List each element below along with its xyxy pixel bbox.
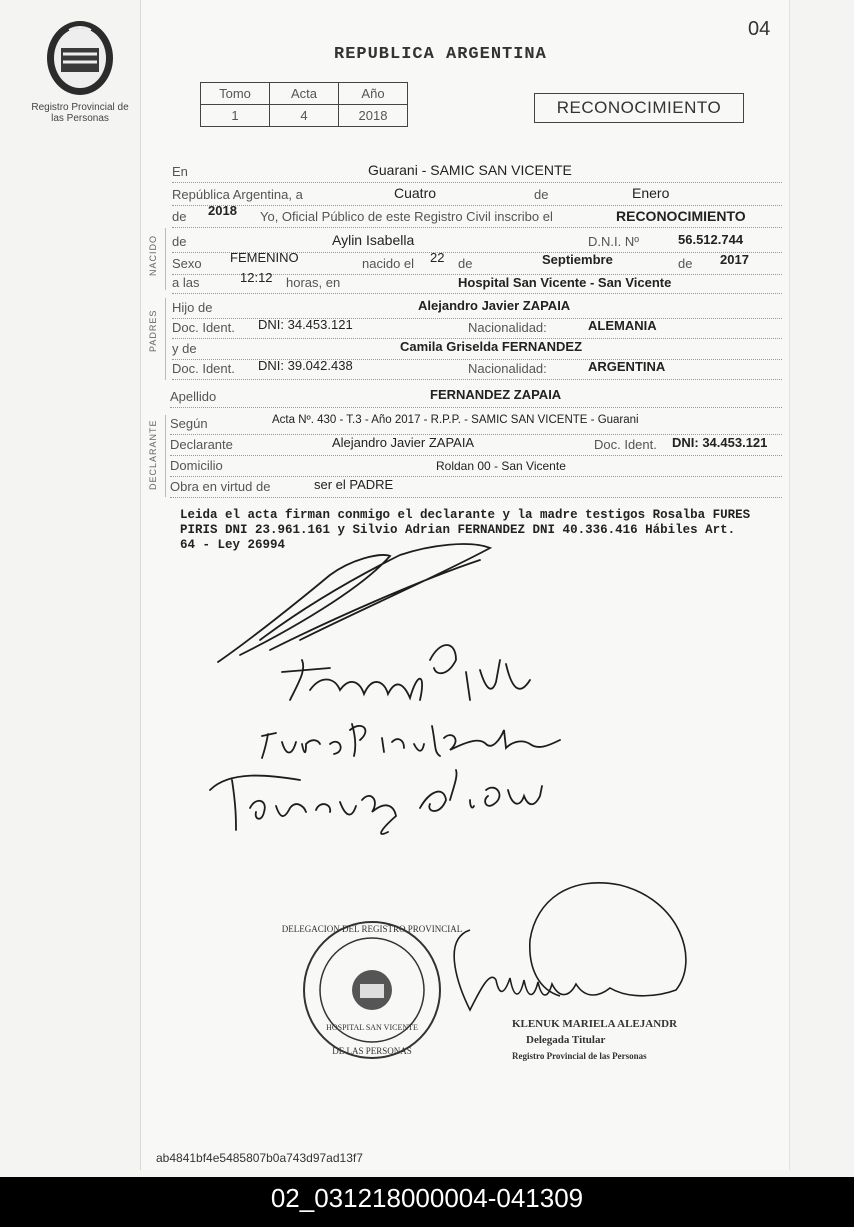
de-label: de [534,187,549,202]
page-number: 04 [748,18,771,40]
nac-de2: de [678,256,693,271]
apellido-label: Apellido [170,389,217,404]
dia-value: Cuatro [394,185,437,201]
madre-value: Camila Griselda FERNANDEZ [400,339,583,354]
obra-value: ser el PADRE [314,477,394,492]
officer-signature [454,883,686,1010]
svg-text:DELEGACION DEL REGISTRO PROVIN: DELEGACION DEL REGISTRO PROVINCIAL [281,924,463,934]
anio-value: 2018 [339,105,408,127]
sexo-value: FEMENINO [230,250,299,265]
madre-nac: ARGENTINA [588,359,666,374]
witness1-signature [262,724,560,758]
padre-dni: DNI: 34.453.121 [258,317,353,332]
closing-line-1: Leida el acta firman conmigo el declarante y la madre testigos Rosalba FURES [180,508,751,522]
domicilio-value: Roldan 00 - San Vicente [436,459,566,473]
domicilio-label: Domicilio [170,458,223,473]
madre-dni: DNI: 39.042.438 [258,358,353,373]
decl-doc-label: Doc. Ident. [594,437,657,452]
inscribo-value: RECONOCIMIENTO [616,208,746,224]
acta-value: 4 [270,105,339,127]
padre-value: Alejandro Javier ZAPAIA [418,298,571,313]
nac-de1: de [458,256,473,271]
dni-value: 56.512.744 [678,232,744,247]
anio-value: 2018 [208,203,237,218]
page-title: REPUBLICA ARGENTINA [334,45,547,64]
declarante-label: DECLARANTE [148,419,158,490]
document-hash: ab4841bf4e5485807b0a743d97ad13f7 [156,1151,363,1165]
apellido-value: FERNANDEZ ZAPAIA [430,387,562,402]
tomo-value: 1 [201,105,270,127]
document-type-box: RECONOCIMIENTO [534,93,744,123]
yde-label: y de [172,341,197,356]
document-id-bar: 02_031218000004-041309 [0,1177,854,1227]
svg-text:HOSPITAL SAN VICENTE: HOSPITAL SAN VICENTE [326,1023,418,1032]
segun-value: Acta Nº. 430 - T.3 - Año 2017 - R.P.P. - SAMIC SAN VICENTE - Guarani [272,414,639,426]
anio-header: Año [339,83,408,105]
padre-nac: ALEMANIA [588,318,657,333]
officer-text: Yo, Oficial Público de este Registro Civil inscribo el [260,209,553,224]
horas-label: horas, en [286,275,341,290]
segun-label: Según [170,416,208,431]
nac-dia: 22 [430,250,445,265]
nac-mes: Septiembre [542,252,613,267]
svg-text:DE LAS PERSONAS: DE LAS PERSONAS [332,1046,412,1056]
officer-registry: Registro Provincial de las Personas [512,1051,647,1061]
officer-name: KLENUK MARIELA ALEJANDR [512,1018,678,1030]
hora-value: 12:12 [240,270,273,285]
anio-prefix: de [172,209,187,224]
mother-signature [282,645,530,700]
en-label: En [172,164,188,179]
mes-value: Enero [632,185,670,201]
nacido-el-label: nacido el [362,256,415,271]
padre-nac-label: Nacionalidad: [468,320,547,335]
officer-title: Delegada Titular [526,1034,606,1046]
closing-line-3: 64 - Ley 26994 [180,538,286,552]
registry-name: Registro Provincial de las Personas [31,102,129,124]
official-stamp [282,922,462,1058]
hijo-label: Hijo de [172,300,213,315]
declarant-signature [218,544,490,662]
tomo-header: Tomo [201,83,270,105]
padres-label: PADRES [148,309,158,352]
decl-dni: DNI: 34.453.121 [672,435,768,450]
madre-doc-label: Doc. Ident. [172,361,235,376]
madre-nac-label: Nacionalidad: [468,361,547,376]
nacido-label: NACIDO [148,234,158,276]
nac-anio: 2017 [720,252,749,267]
declarante-value: Alejandro Javier ZAPAIA [332,435,475,450]
obra-label: Obra en virtud de [170,479,271,494]
witness2-signature [210,770,542,834]
officer-stamp-text [512,1016,677,1064]
nombre-value: Aylin Isabella [332,232,415,248]
alas-label: a las [172,275,200,290]
lugar-value: Hospital San Vicente - San Vicente [458,275,672,290]
padre-doc-label: Doc. Ident. [172,320,235,335]
dni-label: D.N.I. Nº [588,234,639,249]
sexo-label: Sexo [172,256,202,271]
en-value: Guarani - SAMIC SAN VICENTE [368,162,572,178]
republica-label: República Argentina, a [172,187,303,202]
closing-line-2: PIRIS DNI 23.961.161 y Silvio Adrian FERNANDEZ DNI 40.336.416 Hábiles Art. [180,523,736,537]
declarante-label-text: Declarante [170,437,233,452]
acta-header: Acta [270,83,339,105]
de-nombre-label: de [172,234,187,249]
